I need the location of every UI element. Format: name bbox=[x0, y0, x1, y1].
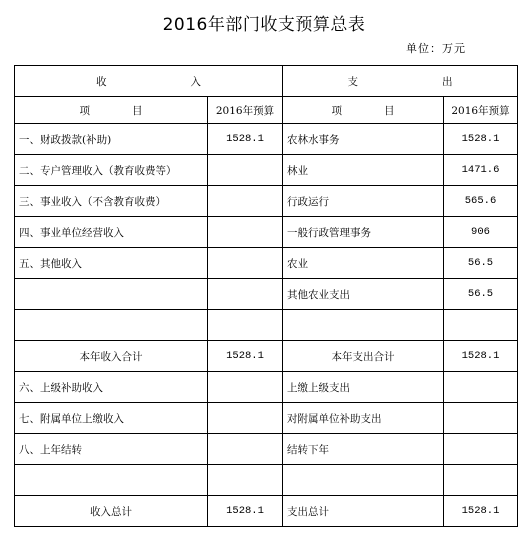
expense-header: 支 出 bbox=[283, 66, 518, 97]
expense-label: 农林水事务 bbox=[283, 124, 444, 155]
total-row bbox=[15, 496, 518, 527]
expense-value bbox=[444, 372, 518, 403]
table-row bbox=[15, 279, 518, 310]
income-subtotal-value: 1528.1 bbox=[208, 341, 283, 372]
table-row bbox=[15, 465, 518, 496]
page-title: 2016年部门收支预算总表 bbox=[162, 15, 366, 35]
expense-label: 其他农业支出 bbox=[283, 279, 444, 310]
income-header: 收 入 bbox=[15, 66, 283, 97]
expense-label: 农业 bbox=[283, 248, 444, 279]
expense-item-header: 项 目 bbox=[283, 97, 444, 124]
expense-value: 906 bbox=[444, 217, 518, 248]
income-value bbox=[208, 155, 283, 186]
expense-total-label: 支出总计 bbox=[283, 496, 444, 527]
income-label: 八、上年结转 bbox=[15, 434, 208, 465]
expense-label: 结转下年 bbox=[283, 434, 444, 465]
expense-label: 行政运行 bbox=[283, 186, 444, 217]
income-value bbox=[208, 248, 283, 279]
table-row bbox=[15, 434, 518, 465]
table-row bbox=[15, 372, 518, 403]
income-budget-header: 2016年预算 bbox=[208, 97, 283, 124]
column-header-row bbox=[15, 97, 518, 124]
table-row bbox=[15, 217, 518, 248]
income-label: 五、其他收入 bbox=[15, 248, 208, 279]
expense-value: 56.5 bbox=[444, 248, 518, 279]
income-subtotal-label: 本年收入合计 bbox=[15, 341, 208, 372]
income-value bbox=[208, 403, 283, 434]
expense-label: 一般行政管理事务 bbox=[283, 217, 444, 248]
expense-value: 1528.1 bbox=[444, 124, 518, 155]
expense-label bbox=[283, 465, 444, 496]
expense-value: 1471.6 bbox=[444, 155, 518, 186]
income-value bbox=[208, 465, 283, 496]
budget-table bbox=[14, 65, 518, 527]
expense-total-value: 1528.1 bbox=[444, 496, 518, 527]
expense-label: 林业 bbox=[283, 155, 444, 186]
expense-value bbox=[444, 403, 518, 434]
income-value bbox=[208, 217, 283, 248]
expense-budget-header: 2016年预算 bbox=[444, 97, 518, 124]
income-label bbox=[15, 279, 208, 310]
income-label: 三、事业收入（不含教育收费） bbox=[15, 186, 208, 217]
income-label: 四、事业单位经营收入 bbox=[15, 217, 208, 248]
income-label: 二、专户管理收入（教育收费等） bbox=[15, 155, 208, 186]
expense-label: 上缴上级支出 bbox=[283, 372, 444, 403]
income-item-header: 项 目 bbox=[15, 97, 208, 124]
income-value bbox=[208, 279, 283, 310]
income-value bbox=[208, 310, 283, 341]
income-label: 六、上级补助收入 bbox=[15, 372, 208, 403]
expense-value bbox=[444, 434, 518, 465]
expense-subtotal-value: 1528.1 bbox=[444, 341, 518, 372]
income-label bbox=[15, 465, 208, 496]
expense-value: 565.6 bbox=[444, 186, 518, 217]
income-value bbox=[208, 434, 283, 465]
income-label bbox=[15, 310, 208, 341]
table-row bbox=[15, 155, 518, 186]
subtotal-row bbox=[15, 341, 518, 372]
table-row bbox=[15, 310, 518, 341]
expense-value bbox=[444, 465, 518, 496]
expense-value bbox=[444, 310, 518, 341]
section-header-row bbox=[15, 66, 518, 97]
income-total-value: 1528.1 bbox=[208, 496, 283, 527]
unit-label: 单位：万元 bbox=[406, 42, 466, 55]
table-row bbox=[15, 248, 518, 279]
table-row bbox=[15, 124, 518, 155]
income-total-label: 收入总计 bbox=[15, 496, 208, 527]
income-label: 七、附属单位上缴收入 bbox=[15, 403, 208, 434]
income-label: 一、财政拨款(补助) bbox=[15, 124, 208, 155]
income-value bbox=[208, 372, 283, 403]
expense-value: 56.5 bbox=[444, 279, 518, 310]
expense-label bbox=[283, 310, 444, 341]
table-row bbox=[15, 403, 518, 434]
income-value: 1528.1 bbox=[208, 124, 283, 155]
expense-subtotal-label: 本年支出合计 bbox=[283, 341, 444, 372]
table-row bbox=[15, 186, 518, 217]
income-value bbox=[208, 186, 283, 217]
expense-label: 对附属单位补助支出 bbox=[283, 403, 444, 434]
